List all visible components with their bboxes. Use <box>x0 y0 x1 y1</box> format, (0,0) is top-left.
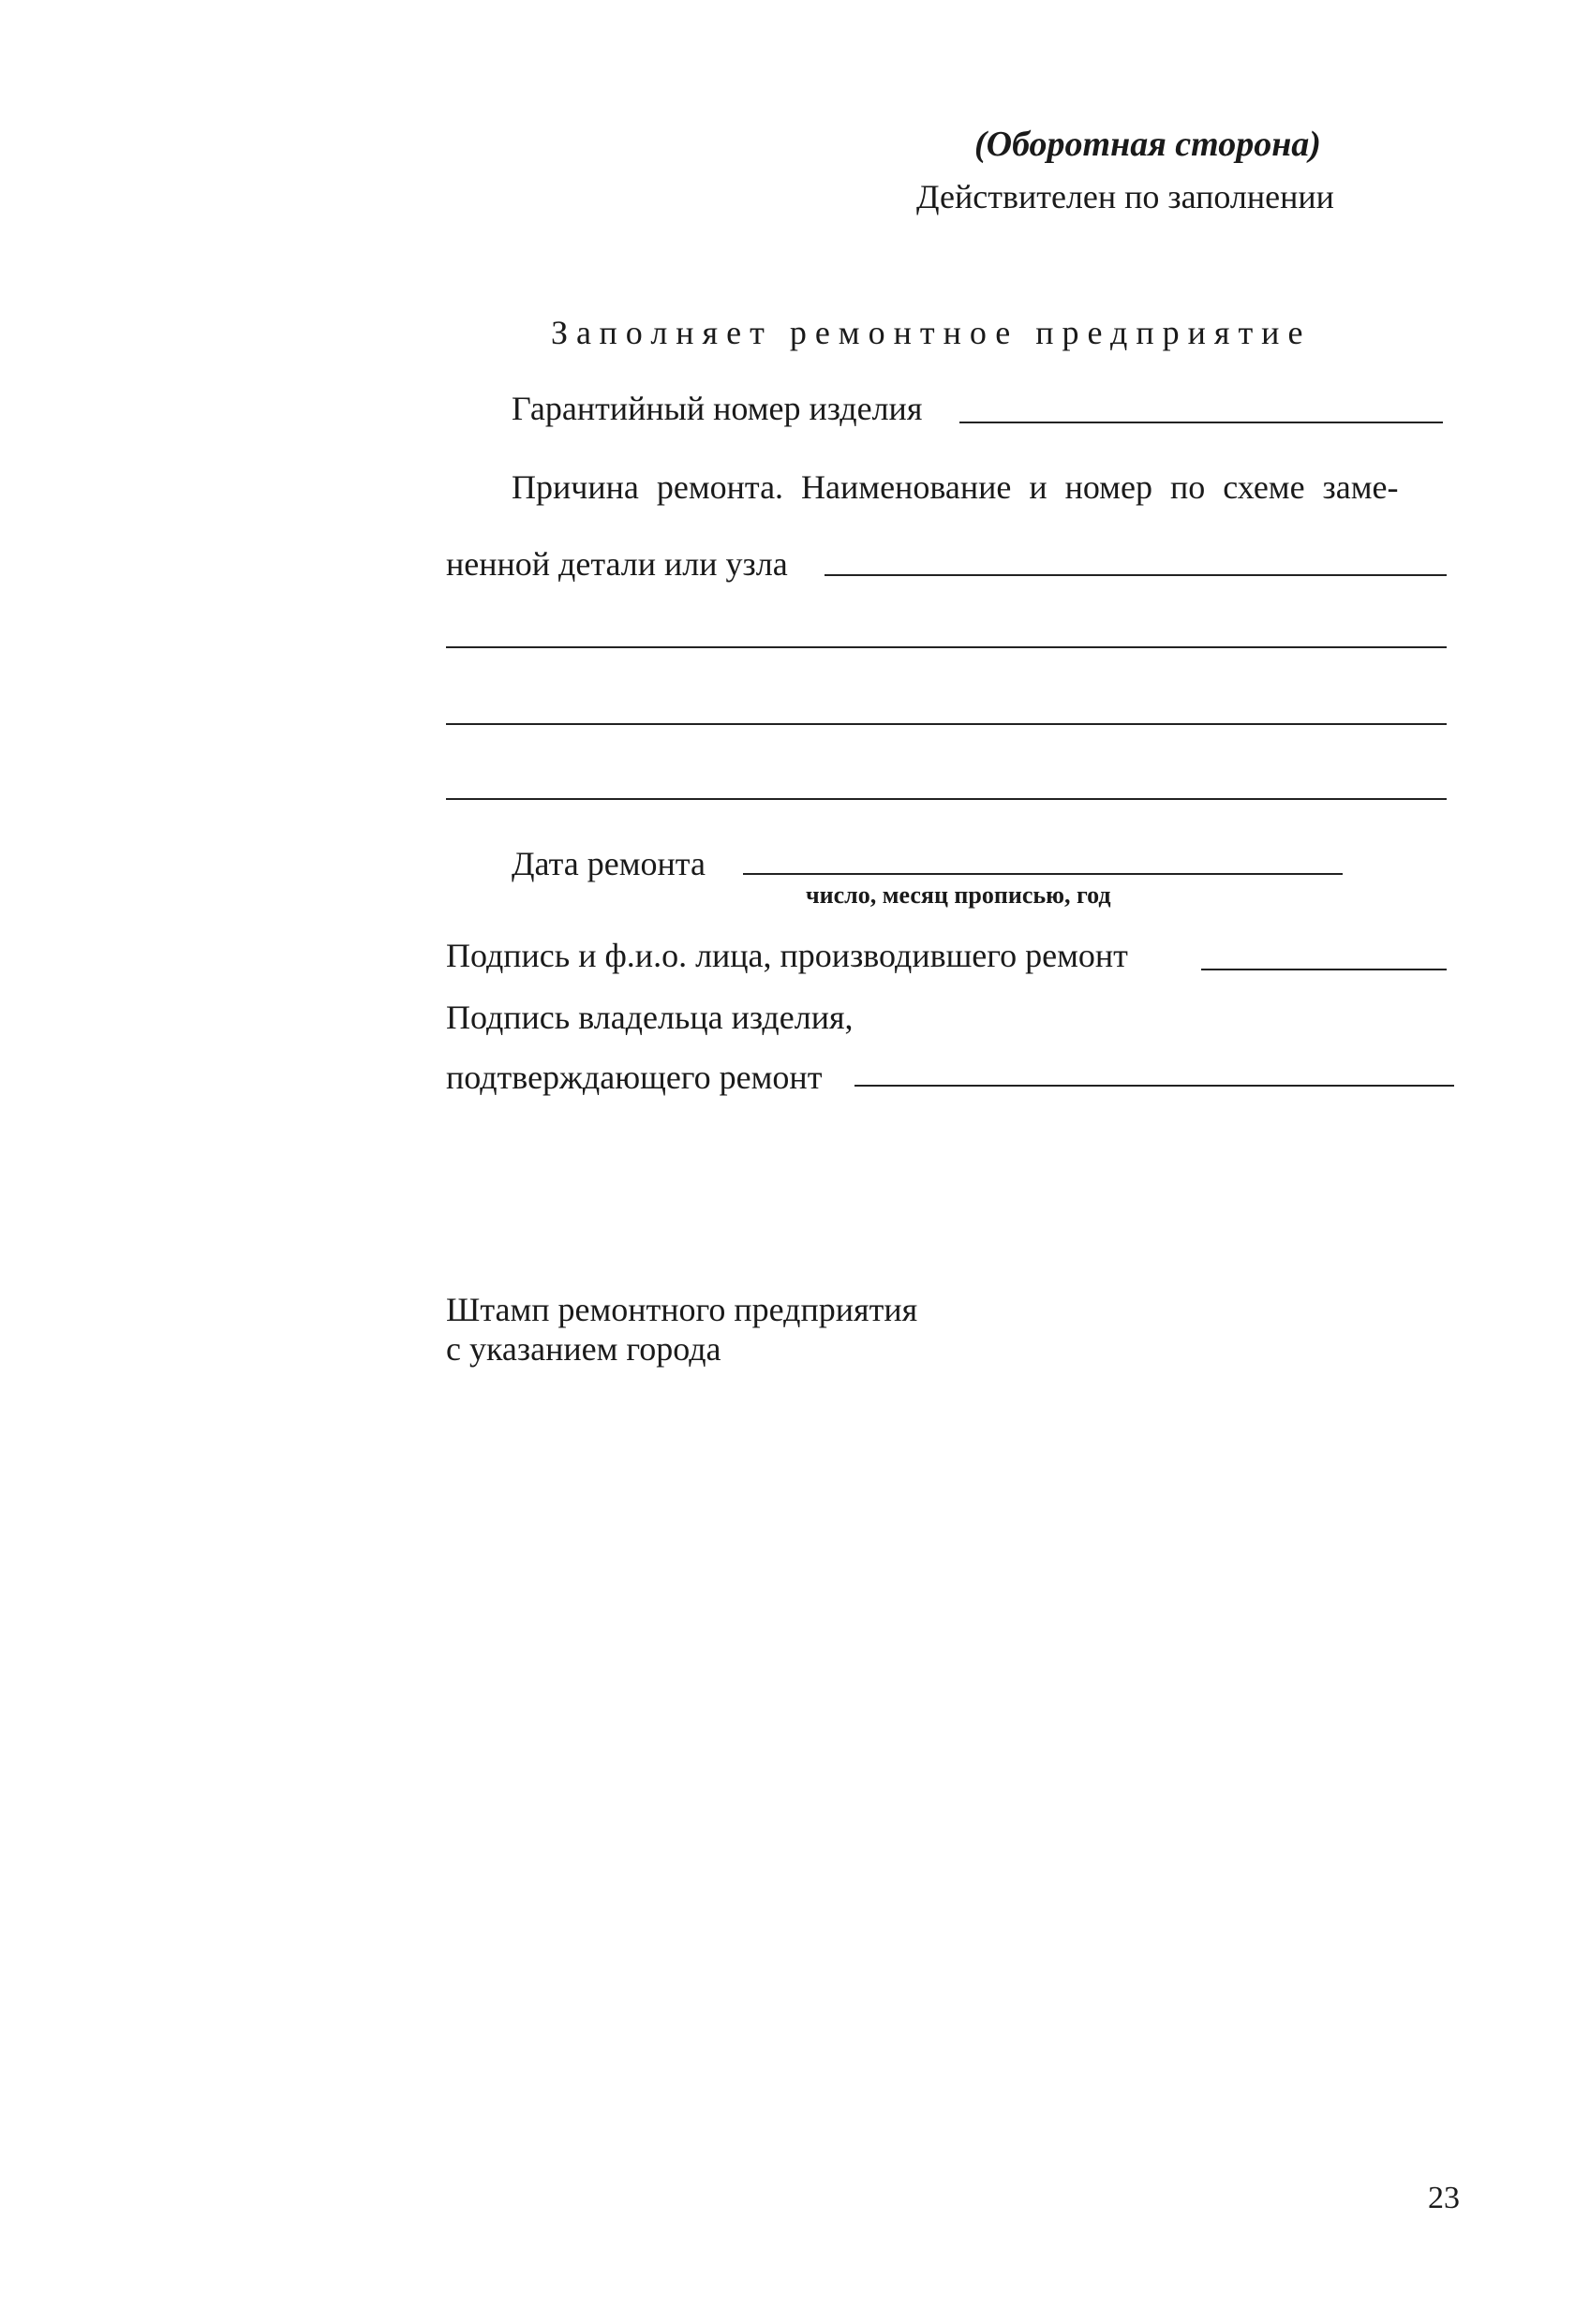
repair-reason-label: Причина ремонта. Наименование и номер по схеме заме- <box>512 468 1399 506</box>
section-heading: Заполняет ремонтное предприятие <box>551 314 1312 351</box>
page-number: 23 <box>1428 2181 1460 2215</box>
repair-date-label: Дата ремонта <box>512 845 706 882</box>
repair-reason-field-line-3[interactable] <box>446 723 1447 725</box>
owner-signature-label: Подпись владельца изделия, <box>446 999 854 1036</box>
reverse-side-label: (Оборотная сторона) <box>974 125 1321 164</box>
owner-signature-field[interactable] <box>854 1085 1454 1087</box>
repair-date-hint: число, месяц прописью, год <box>806 881 1111 909</box>
performer-signature-field[interactable] <box>1201 969 1447 970</box>
owner-signature-label-continued: подтверждающего ремонт <box>446 1058 823 1096</box>
warranty-number-field[interactable] <box>959 422 1443 423</box>
warranty-number-label: Гарантийный номер изделия <box>512 390 923 427</box>
performer-signature-label: Подпись и ф.и.о. лица, производившего ремонт <box>446 937 1128 974</box>
repair-reason-field-line-4[interactable] <box>446 798 1447 800</box>
repair-reason-field[interactable] <box>825 574 1447 576</box>
repair-reason-field-line-2[interactable] <box>446 646 1447 648</box>
stamp-label: Штамп ремонтного предприятия <box>446 1291 918 1328</box>
repair-reason-label-continued: ненной детали или узла <box>446 545 788 583</box>
validity-note: Действителен по заполнении <box>916 178 1334 215</box>
stamp-label-continued: с указанием города <box>446 1330 721 1368</box>
repair-date-field[interactable] <box>743 873 1343 875</box>
